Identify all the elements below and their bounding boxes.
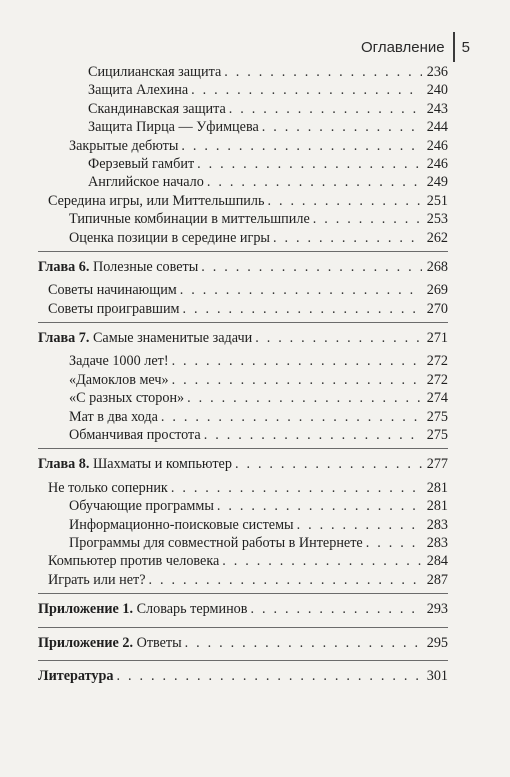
leader-dots xyxy=(366,534,422,552)
toc-entry[interactable] xyxy=(38,552,448,570)
section-divider xyxy=(38,593,448,594)
leader-dots xyxy=(183,300,422,318)
toc-appendix-title: Словарь терминов xyxy=(136,601,248,618)
leader-dots xyxy=(187,389,422,407)
toc-entry[interactable] xyxy=(38,352,448,370)
toc-entry-page: 281 xyxy=(426,498,448,515)
toc-entry-page: 281 xyxy=(426,479,448,496)
toc-entry-title: «Дамоклов меч» xyxy=(69,371,169,388)
toc-entry-page: 240 xyxy=(426,82,448,99)
toc-entry-page: 249 xyxy=(426,174,448,191)
leader-dots xyxy=(161,408,422,426)
toc-entry-page: 272 xyxy=(426,371,448,388)
leader-dots xyxy=(267,192,422,210)
toc-entry-title: Обманчивая простота xyxy=(69,427,201,444)
leader-dots xyxy=(191,81,422,99)
toc-appendix-label: Приложение 2. xyxy=(38,634,134,651)
leader-dots xyxy=(172,371,422,389)
toc-entry-title: Скандинавская защита xyxy=(88,100,226,117)
toc-entry-page: 295 xyxy=(426,634,448,651)
toc-entry-page: 293 xyxy=(426,601,448,618)
toc-chapter[interactable] xyxy=(38,455,448,473)
toc-entry-page: 236 xyxy=(426,64,448,80)
toc-entry-title: Советы проигравшим xyxy=(48,300,180,317)
toc-entry-title: Компьютер против человека xyxy=(48,553,220,570)
toc-entry-title: Ферзевый гамбит xyxy=(88,155,195,172)
toc-entry-page: 268 xyxy=(426,258,448,275)
toc-entry-title: Не только соперник xyxy=(48,479,168,496)
page-number: 5 xyxy=(461,38,470,56)
table-of-contents xyxy=(38,63,448,685)
leader-dots xyxy=(297,516,422,534)
leader-dots xyxy=(313,210,422,228)
toc-appendix[interactable] xyxy=(38,600,448,618)
toc-entry-title: Программы для совместной работы в Интернете xyxy=(69,534,363,551)
toc-entry-page: 283 xyxy=(426,534,448,551)
toc-entry-title: Задаче 1000 лет! xyxy=(69,353,169,370)
toc-entry[interactable] xyxy=(38,571,448,589)
leader-dots xyxy=(273,229,422,247)
header-title: Оглавление xyxy=(361,38,445,56)
toc-entry-page: 262 xyxy=(426,229,448,246)
leader-dots xyxy=(181,137,422,155)
toc-chapter-title: Полезные советы xyxy=(92,258,199,275)
toc-entry-title: Мат в два хода xyxy=(69,408,158,425)
toc-entry-title: «С разных сторон» xyxy=(69,390,185,407)
toc-entry[interactable] xyxy=(38,479,448,497)
leader-dots xyxy=(229,100,422,118)
toc-entry[interactable] xyxy=(38,497,448,515)
toc-entry-page: 284 xyxy=(426,553,448,570)
section-divider xyxy=(38,322,448,323)
toc-entry-title: Играть или нет? xyxy=(48,571,146,588)
toc-entry-title: Середина игры, или Миттельшпиль xyxy=(48,192,265,209)
toc-entry[interactable] xyxy=(38,516,448,534)
section-divider xyxy=(38,627,448,628)
toc-entry[interactable] xyxy=(38,408,448,426)
toc-entry[interactable] xyxy=(38,371,448,389)
running-header xyxy=(361,32,470,62)
toc-entry-title: Обучающие программы xyxy=(69,498,214,515)
toc-entry-title: Закрытые дебюты xyxy=(69,137,179,154)
toc-entry-title: Типичные комбинации в миттельшпиле xyxy=(69,211,310,228)
toc-entry[interactable] xyxy=(38,173,448,191)
leader-dots xyxy=(222,552,422,570)
leader-dots xyxy=(207,173,422,191)
section-divider xyxy=(38,660,448,661)
toc-chapter-label: Глава 7. xyxy=(38,330,90,347)
toc-entry[interactable] xyxy=(38,63,448,81)
toc-chapter[interactable] xyxy=(38,258,448,276)
toc-entry[interactable] xyxy=(38,300,448,318)
toc-entry-page: 253 xyxy=(426,211,448,228)
leader-dots xyxy=(171,479,422,497)
toc-chapter-label: Глава 6. xyxy=(38,258,90,275)
toc-entry[interactable] xyxy=(38,281,448,299)
leader-dots xyxy=(149,571,422,589)
toc-chapter-title: Шахматы и компьютер xyxy=(92,456,232,473)
toc-bibliography-label: Литература xyxy=(38,667,114,684)
toc-entry-page: 301 xyxy=(426,667,448,684)
toc-entry[interactable] xyxy=(38,118,448,136)
leader-dots xyxy=(250,600,422,618)
leader-dots xyxy=(117,667,423,685)
leader-dots xyxy=(197,155,422,173)
toc-appendix-label: Приложение 1. xyxy=(38,601,134,618)
section-divider xyxy=(38,448,448,449)
toc-entry-title: Оценка позиции в середине игры xyxy=(69,229,270,246)
toc-entry[interactable] xyxy=(38,229,448,247)
leader-dots xyxy=(217,497,422,515)
toc-entry-title: Английское начало xyxy=(88,174,204,191)
toc-appendix[interactable] xyxy=(38,634,448,652)
toc-entry-title: Защита Алехина xyxy=(88,82,189,99)
toc-entry-page: 287 xyxy=(426,571,448,588)
toc-chapter[interactable] xyxy=(38,329,448,347)
toc-entry-page: 272 xyxy=(426,353,448,370)
toc-entry-page: 283 xyxy=(426,516,448,533)
toc-entry-title: Советы начинающим xyxy=(48,282,177,299)
toc-entry[interactable] xyxy=(38,155,448,173)
toc-entry[interactable] xyxy=(38,389,448,407)
section-divider xyxy=(38,251,448,252)
leader-dots xyxy=(180,281,422,299)
toc-entry[interactable] xyxy=(38,137,448,155)
toc-entry-page: 270 xyxy=(426,300,448,317)
leader-dots xyxy=(185,634,422,652)
leader-dots xyxy=(262,118,422,136)
toc-entry-page: 275 xyxy=(426,427,448,444)
toc-entry-page: 246 xyxy=(426,155,448,172)
toc-entry-page: 251 xyxy=(426,192,448,209)
toc-entry-page: 277 xyxy=(426,456,448,473)
toc-entry[interactable] xyxy=(38,210,448,228)
toc-entry-title: Защита Пирца — Уфимцева xyxy=(88,119,259,136)
toc-entry-page: 274 xyxy=(426,390,448,407)
toc-chapter-title: Самые знаменитые задачи xyxy=(92,330,253,347)
toc-entry-title: Информационно-поисковые системы xyxy=(69,516,294,533)
toc-entry-page: 275 xyxy=(426,408,448,425)
toc-entry[interactable] xyxy=(38,534,448,552)
toc-chapter-label: Глава 8. xyxy=(38,456,90,473)
toc-entry-page: 269 xyxy=(426,282,448,299)
leader-dots xyxy=(204,426,422,444)
toc-entry-page: 271 xyxy=(426,330,448,347)
toc-bibliography[interactable] xyxy=(38,667,448,685)
toc-entry[interactable] xyxy=(38,81,448,99)
toc-entry[interactable] xyxy=(38,192,448,210)
toc-entry-page: 246 xyxy=(426,137,448,154)
leader-dots xyxy=(255,329,422,347)
toc-entry[interactable] xyxy=(38,426,448,444)
leader-dots xyxy=(172,352,422,370)
toc-appendix-title: Ответы xyxy=(136,634,182,651)
leader-dots xyxy=(235,455,422,473)
leader-dots xyxy=(201,258,422,276)
header-rule xyxy=(453,32,455,62)
leader-dots xyxy=(224,63,422,81)
toc-entry-page: 243 xyxy=(426,100,448,117)
toc-entry-title: Сицилианская защита xyxy=(88,64,222,80)
toc-entry-page: 244 xyxy=(426,119,448,136)
toc-entry[interactable] xyxy=(38,100,448,118)
